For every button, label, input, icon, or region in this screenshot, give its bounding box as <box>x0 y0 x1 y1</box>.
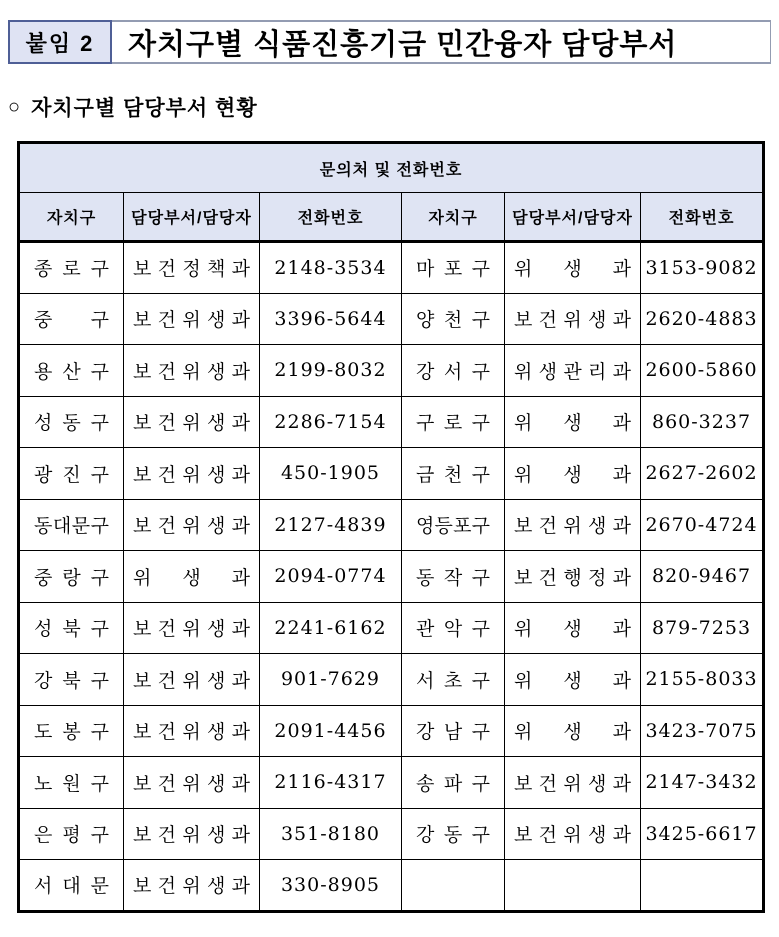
page-title: 자치구별 식품진흥기금 민간융자 담당부서 <box>128 28 678 61</box>
contact-table-body <box>19 242 764 912</box>
table-row <box>19 499 764 551</box>
district-cell: 강 북 구 <box>19 654 124 706</box>
col-header-dept-left: 담당부서/담당자 <box>124 193 260 242</box>
table-row <box>19 242 764 294</box>
contact-table <box>17 141 765 913</box>
phone-cell: 879-7253 <box>641 602 764 654</box>
department-cell: 보 건 위 생 과 <box>124 808 260 860</box>
district-cell: 노 원 구 <box>19 757 124 809</box>
district-cell: 은 평 구 <box>19 808 124 860</box>
attachment-tag: 붙임 2 <box>8 20 112 64</box>
district-cell: 성 북 구 <box>19 602 124 654</box>
district-cell: 관 악 구 <box>402 602 505 654</box>
department-cell: 보 건 위 생 과 <box>124 602 260 654</box>
department-cell: 보 건 행 정 과 <box>505 551 641 603</box>
department-cell: 보 건 위 생 과 <box>124 705 260 757</box>
phone-cell: 2094-0774 <box>260 551 402 603</box>
department-cell: 보 건 위 생 과 <box>505 808 641 860</box>
district-cell: 양 천 구 <box>402 293 505 345</box>
district-cell: 서 대 문 <box>19 860 124 912</box>
phone-cell: 450-1905 <box>260 448 402 500</box>
phone-cell: 2600-5860 <box>641 345 764 397</box>
col-header-district-left: 자치구 <box>19 193 124 242</box>
section-heading <box>8 92 779 122</box>
phone-cell: 2620-4883 <box>641 293 764 345</box>
phone-cell: 820-9467 <box>641 551 764 603</box>
department-cell: 보 건 위 생 과 <box>124 499 260 551</box>
district-cell: 강 동 구 <box>402 808 505 860</box>
department-cell: 위 생 과 <box>124 551 260 603</box>
department-cell: 위 생 과 <box>505 602 641 654</box>
district-cell: 영 등 포 구 <box>402 499 505 551</box>
department-cell: 위 생 과 <box>505 448 641 500</box>
district-cell: 중 구 <box>19 293 124 345</box>
phone-cell: 351-8180 <box>260 808 402 860</box>
phone-cell: 2241-6162 <box>260 602 402 654</box>
table-caption-row <box>19 143 764 193</box>
district-cell: 도 봉 구 <box>19 705 124 757</box>
district-cell: 구 로 구 <box>402 396 505 448</box>
department-cell: 위 생 과 <box>505 242 641 294</box>
col-header-phone-left: 전화번호 <box>260 193 402 242</box>
phone-cell: 2116-4317 <box>260 757 402 809</box>
phone-cell: 2199-8032 <box>260 345 402 397</box>
table-row <box>19 551 764 603</box>
table-row <box>19 757 764 809</box>
department-cell: 위 생 과 <box>505 654 641 706</box>
phone-cell: 2670-4724 <box>641 499 764 551</box>
phone-cell: 2147-3432 <box>641 757 764 809</box>
district-cell: 성 동 구 <box>19 396 124 448</box>
table-row <box>19 396 764 448</box>
table-row <box>19 860 764 912</box>
phone-cell: 3423-7075 <box>641 705 764 757</box>
department-cell: 보 건 위 생 과 <box>124 654 260 706</box>
table-row <box>19 293 764 345</box>
district-cell: 중 랑 구 <box>19 551 124 603</box>
district-cell: 동 대 문 구 <box>19 499 124 551</box>
phone-cell: 2286-7154 <box>260 396 402 448</box>
phone-cell: 2091-4456 <box>260 705 402 757</box>
district-cell: 강 남 구 <box>402 705 505 757</box>
phone-cell: 3425-6617 <box>641 808 764 860</box>
column-header-row <box>19 193 764 242</box>
department-cell: 보 건 위 생 과 <box>505 499 641 551</box>
phone-cell: 3396-5644 <box>260 293 402 345</box>
phone-cell: 2155-8033 <box>641 654 764 706</box>
table-row <box>19 602 764 654</box>
phone-cell: 860-3237 <box>641 396 764 448</box>
district-cell: 마 포 구 <box>402 242 505 294</box>
col-header-phone-right: 전화번호 <box>641 193 764 242</box>
table-caption: 문의처 및 전화번호 <box>19 143 764 193</box>
circle-bullet-icon: ○ <box>8 95 22 118</box>
phone-cell: 330-8905 <box>260 860 402 912</box>
table-row <box>19 705 764 757</box>
district-cell: 송 파 구 <box>402 757 505 809</box>
phone-cell: 3153-9082 <box>641 242 764 294</box>
department-cell: 위 생 과 <box>505 705 641 757</box>
attachment-header-band <box>8 20 771 64</box>
table-row <box>19 448 764 500</box>
district-cell: 금 천 구 <box>402 448 505 500</box>
phone-cell <box>641 860 764 912</box>
col-header-dept-right: 담당부서/담당자 <box>505 193 641 242</box>
phone-cell: 2148-3534 <box>260 242 402 294</box>
contact-table-header <box>19 143 764 242</box>
table-row <box>19 654 764 706</box>
department-cell: 보 건 위 생 과 <box>124 860 260 912</box>
department-cell: 보 건 위 생 과 <box>124 757 260 809</box>
department-cell: 위 생 관 리 과 <box>505 345 641 397</box>
department-cell: 보 건 위 생 과 <box>505 757 641 809</box>
district-cell: 용 산 구 <box>19 345 124 397</box>
district-cell: 강 서 구 <box>402 345 505 397</box>
phone-cell: 2627-2602 <box>641 448 764 500</box>
district-cell: 종 로 구 <box>19 242 124 294</box>
table-row <box>19 345 764 397</box>
department-cell: 위 생 과 <box>505 396 641 448</box>
col-header-district-right: 자치구 <box>402 193 505 242</box>
department-cell: 보 건 위 생 과 <box>124 293 260 345</box>
department-cell: 보 건 위 생 과 <box>124 448 260 500</box>
section-title: 자치구별 담당부서 현황 <box>31 97 258 120</box>
district-cell: 광 진 구 <box>19 448 124 500</box>
department-cell: 보 건 정 책 과 <box>124 242 260 294</box>
phone-cell: 901-7629 <box>260 654 402 706</box>
district-cell: 서 초 구 <box>402 654 505 706</box>
department-cell: 보 건 위 생 과 <box>505 293 641 345</box>
district-cell <box>402 860 505 912</box>
department-cell: 보 건 위 생 과 <box>124 396 260 448</box>
phone-cell: 2127-4839 <box>260 499 402 551</box>
table-row <box>19 808 764 860</box>
department-cell: 보 건 위 생 과 <box>124 345 260 397</box>
district-cell: 동 작 구 <box>402 551 505 603</box>
department-cell <box>505 860 641 912</box>
